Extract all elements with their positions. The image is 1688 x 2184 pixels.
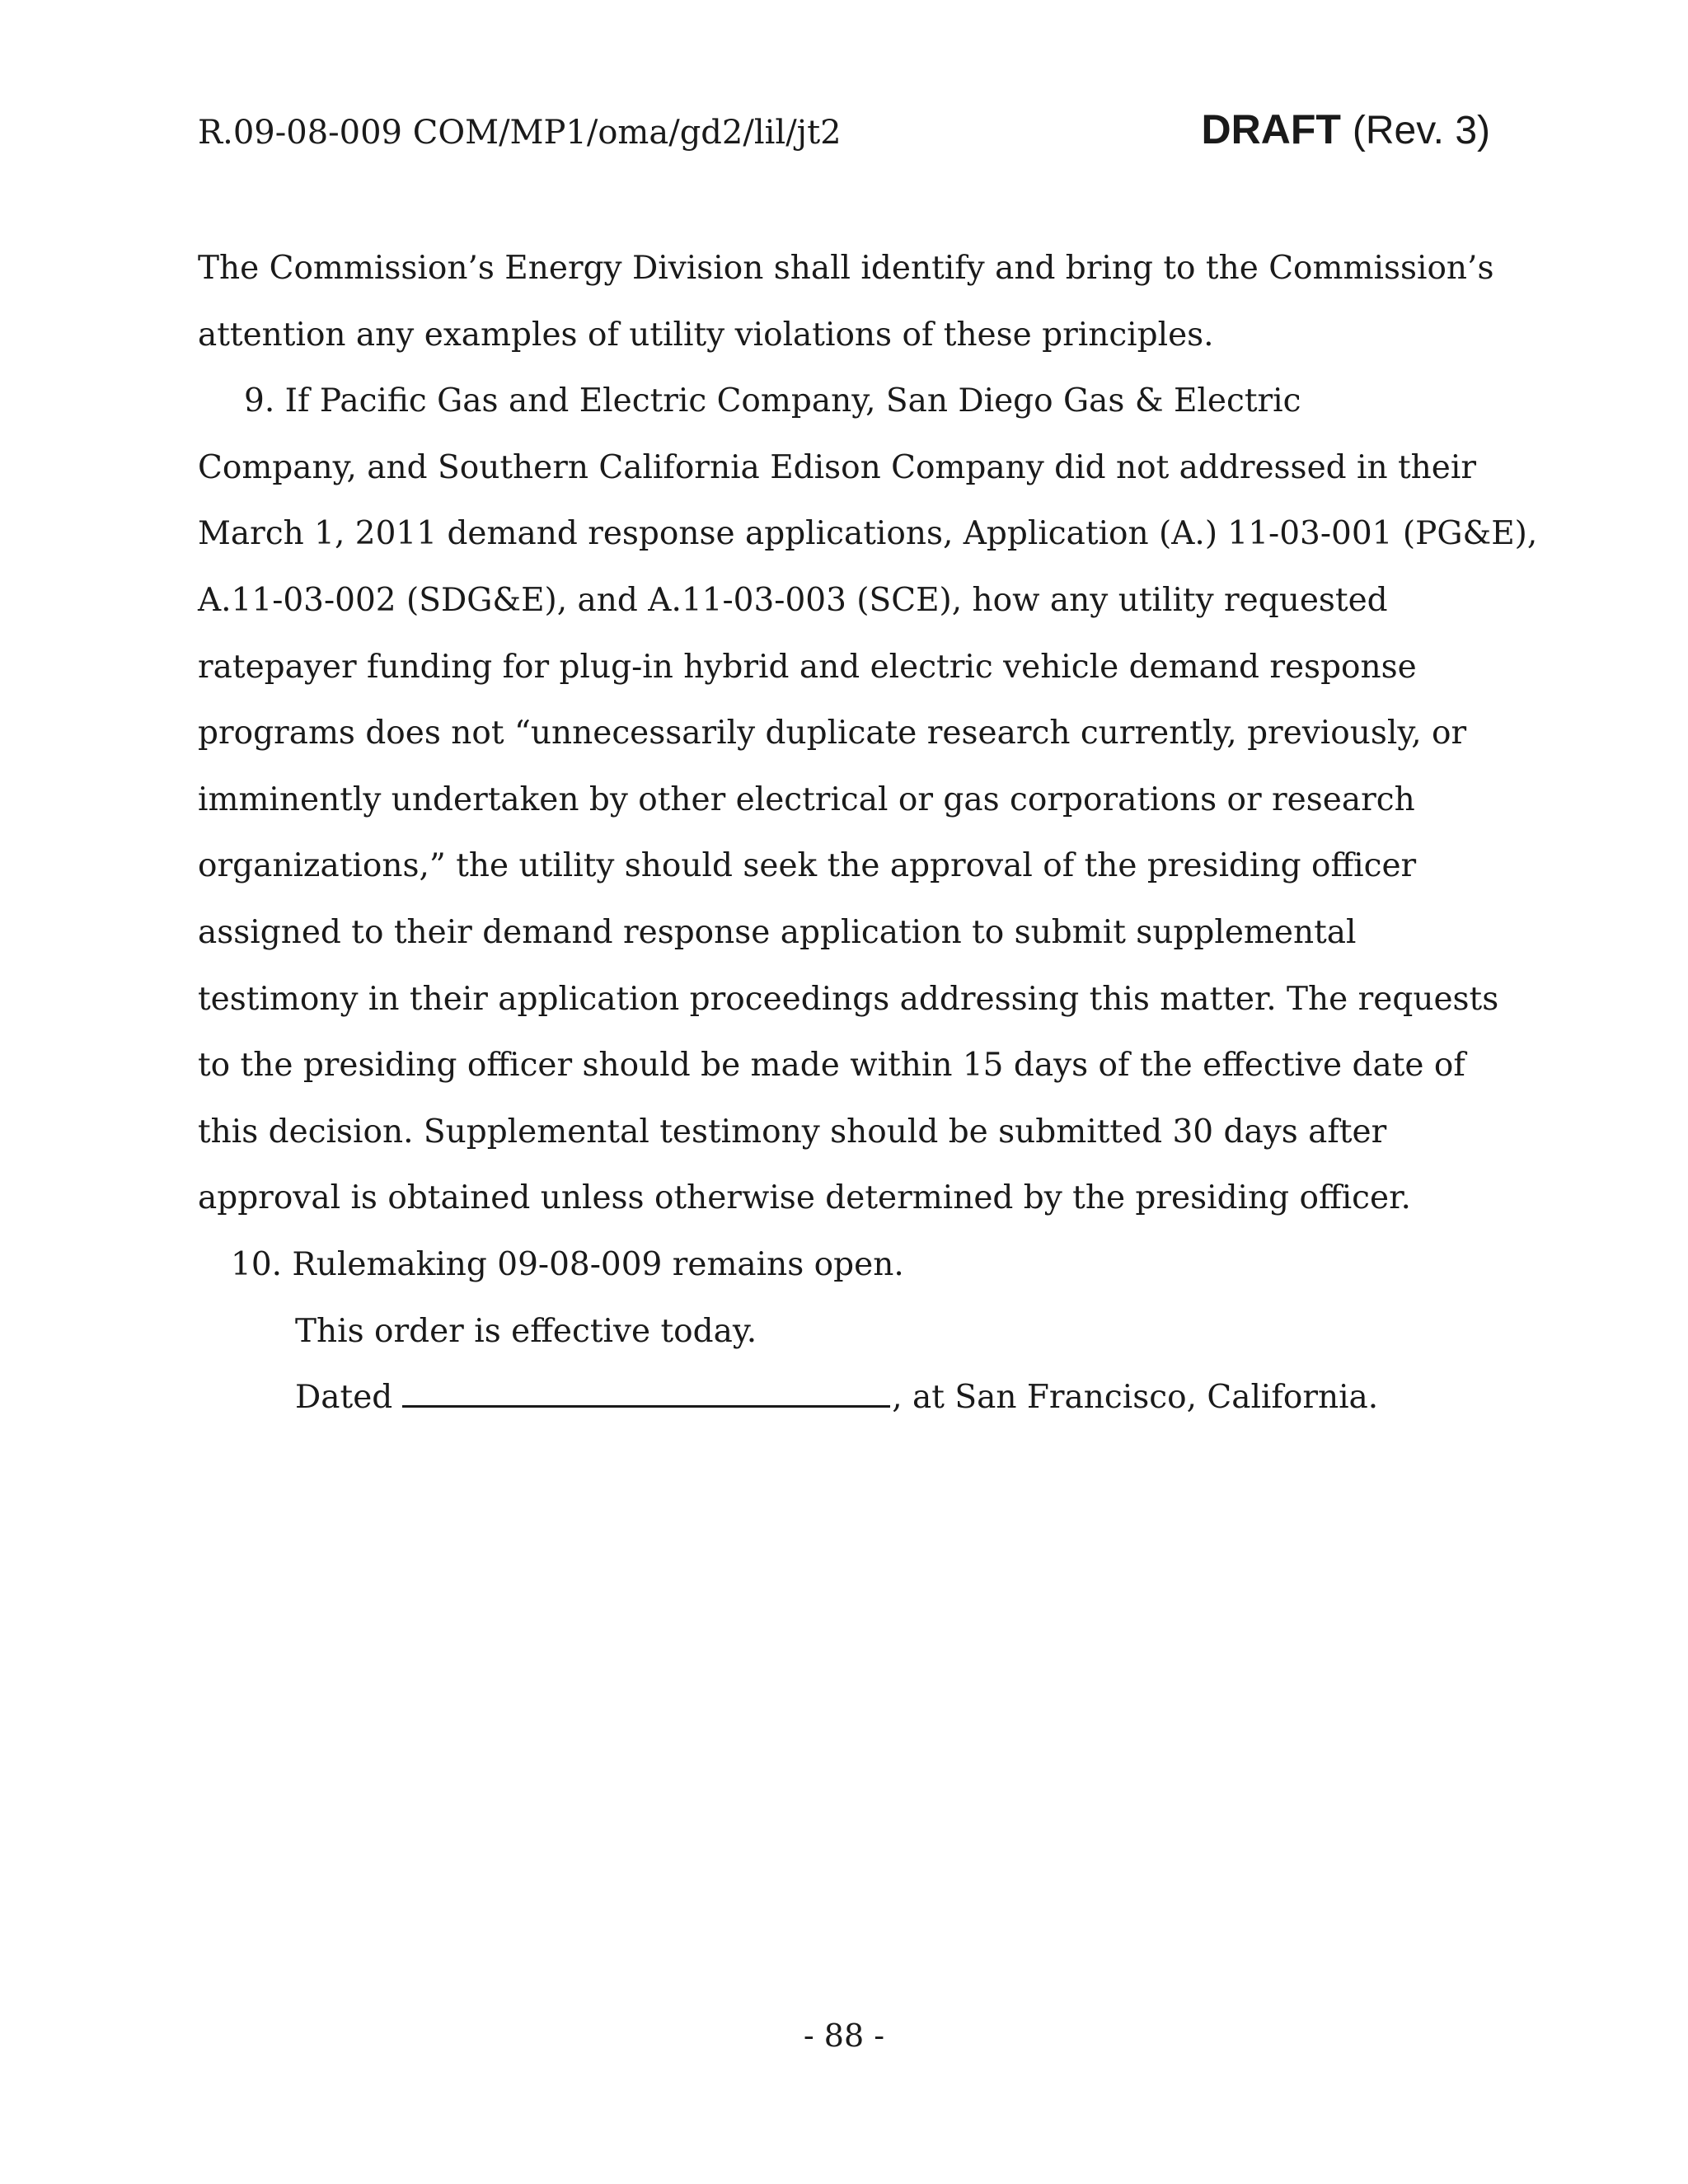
text-line: to the presiding officer should be made within 15 days of the effective date of [198, 1047, 1465, 1085]
text-line: ratepayer funding for plug-in hybrid and electric vehicle demand response [198, 648, 1417, 686]
dated-suffix: , at San Francisco, California. [892, 1379, 1379, 1417]
date-blank-line [402, 1372, 890, 1408]
revision-label: (Rev. 3) [1352, 109, 1490, 152]
page-header [198, 105, 1490, 158]
text-line: approval is obtained unless otherwise determined by the presiding officer. [198, 1179, 1411, 1217]
numbered-item-9: 9. If Pacific Gas and Electric Company, San Diego Gas & Electric [244, 382, 1301, 420]
document-body [198, 236, 1538, 1432]
draft-mark [1202, 105, 1490, 153]
text-line: programs does not “unnecessarily duplicate research currently, previously, or [198, 715, 1467, 752]
document-id: R.09-08-009 COM/MP1/oma/gd2/lil/jt2 [198, 114, 842, 152]
text-line: The Commission’s Energy Division shall identify and bring to the Commission’s [198, 250, 1494, 287]
text-line: organizations,” the utility should seek the approval of the presiding officer [198, 847, 1417, 885]
text-line: Company, and Southern California Edison Company did not addressed in their [198, 448, 1476, 486]
dated-line [198, 1365, 1484, 1432]
text-line: testimony in their application proceedings addressing this matter. The requests [198, 980, 1499, 1018]
text-line: March 1, 2011 demand response applications, Application (A.) 11-03-001 (PG&E), [198, 515, 1538, 553]
numbered-item-10: 10. Rulemaking 09-08-009 remains open. [231, 1245, 904, 1283]
text-line: imminently undertaken by other electrical or gas corporations or research [198, 780, 1415, 818]
page-number: - 88 - [803, 2018, 885, 2054]
text-line: assigned to their demand response application to submit supplemental [198, 913, 1357, 951]
text-line: A.11-03-002 (SDG&E), and A.11-03-003 (SCE), how any utility requested [198, 581, 1388, 619]
text-line: this decision. Supplemental testimony should be submitted 30 days after [198, 1113, 1387, 1151]
effective-statement: This order is effective today. [295, 1312, 757, 1350]
draft-label: DRAFT [1201, 106, 1341, 152]
text-line: attention any examples of utility violations of these principles. [198, 316, 1214, 354]
dated-prefix: Dated [295, 1379, 393, 1417]
